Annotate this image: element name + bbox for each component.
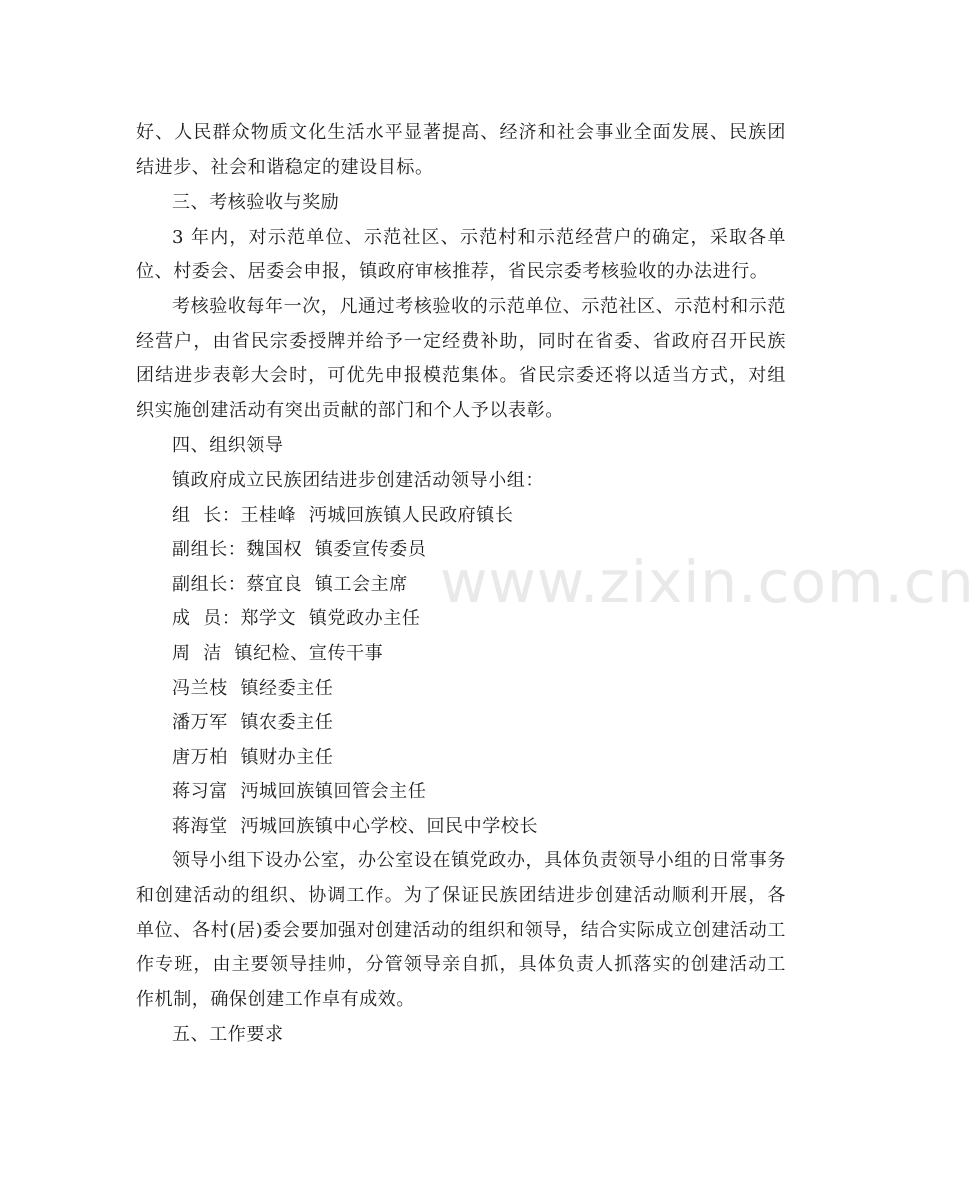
paragraph: 镇政府成立民族团结进步创建活动领导小组：: [172, 469, 544, 491]
member-line: 唐万柏 镇财办主任: [172, 746, 334, 768]
section-heading: 三、考核验收与奖励: [172, 192, 340, 214]
member-line: 冯兰枝 镇经委主任: [172, 677, 334, 699]
member-line: 组 长：王桂峰 沔城回族镇人民政府镇长: [172, 504, 514, 526]
member-line: 蒋习富 沔城回族镇回管会主任: [172, 781, 427, 803]
paragraph: 领导小组下设办公室，办公室设在镇党政办，具体负责领导小组的日常事务和创建活动的组织、协调工作。为了保证民族团结进步创建活动顺利开展，各单位、各村(居)委会要加强对创建活动的组织和领导，结合实际成立创建活动工作专班，由主要领导挂帅，分管领导亲自抓，具体负责人抓落实的创建活动工作机制，确保创建工作卓有成效。: [136, 850, 786, 1010]
document-body: [136, 116, 786, 1053]
member-line: 成 员：郑学文 镇党政办主任: [172, 608, 421, 630]
paragraph: 好、人民群众物质文化生活水平显著提高、经济和社会事业全面发展、民族团结进步、社会和谐稳定的建设目标。: [136, 122, 786, 178]
watermark: www.zixin.com.cn: [440, 548, 975, 616]
member-line: 蒋海堂 沔城回族镇中心学校、回民中学校长: [172, 815, 539, 837]
paragraph: 3 年内，对示范单位、示范社区、示范村和示范经营户的确定，采取各单位、村委会、居委会申报，镇政府审核推荐，省民宗委考核验收的办法进行。: [136, 226, 786, 283]
member-line: 副组长：魏国权 镇委宣传委员: [172, 539, 427, 561]
member-line: 潘万军 镇农委主任: [172, 712, 334, 734]
member-line: 周 洁 镇纪检、宣传干事: [172, 642, 384, 664]
paragraph: 考核验收每年一次，凡通过考核验收的示范单位、示范社区、示范村和示范经营户，由省民宗委授牌并给予一定经费补助，同时在省委、省政府召开民族团结进步表彰大会时，可优先申报模范集体。省民宗委还将以适当方式，对组织实施创建活动有突出贡献的部门和个人予以表彰。: [136, 295, 786, 421]
section-heading: 五、工作要求: [172, 1024, 284, 1046]
member-line: 副组长：蔡宜良 镇工会主席: [172, 573, 408, 595]
section-heading: 四、组织领导: [172, 435, 284, 457]
